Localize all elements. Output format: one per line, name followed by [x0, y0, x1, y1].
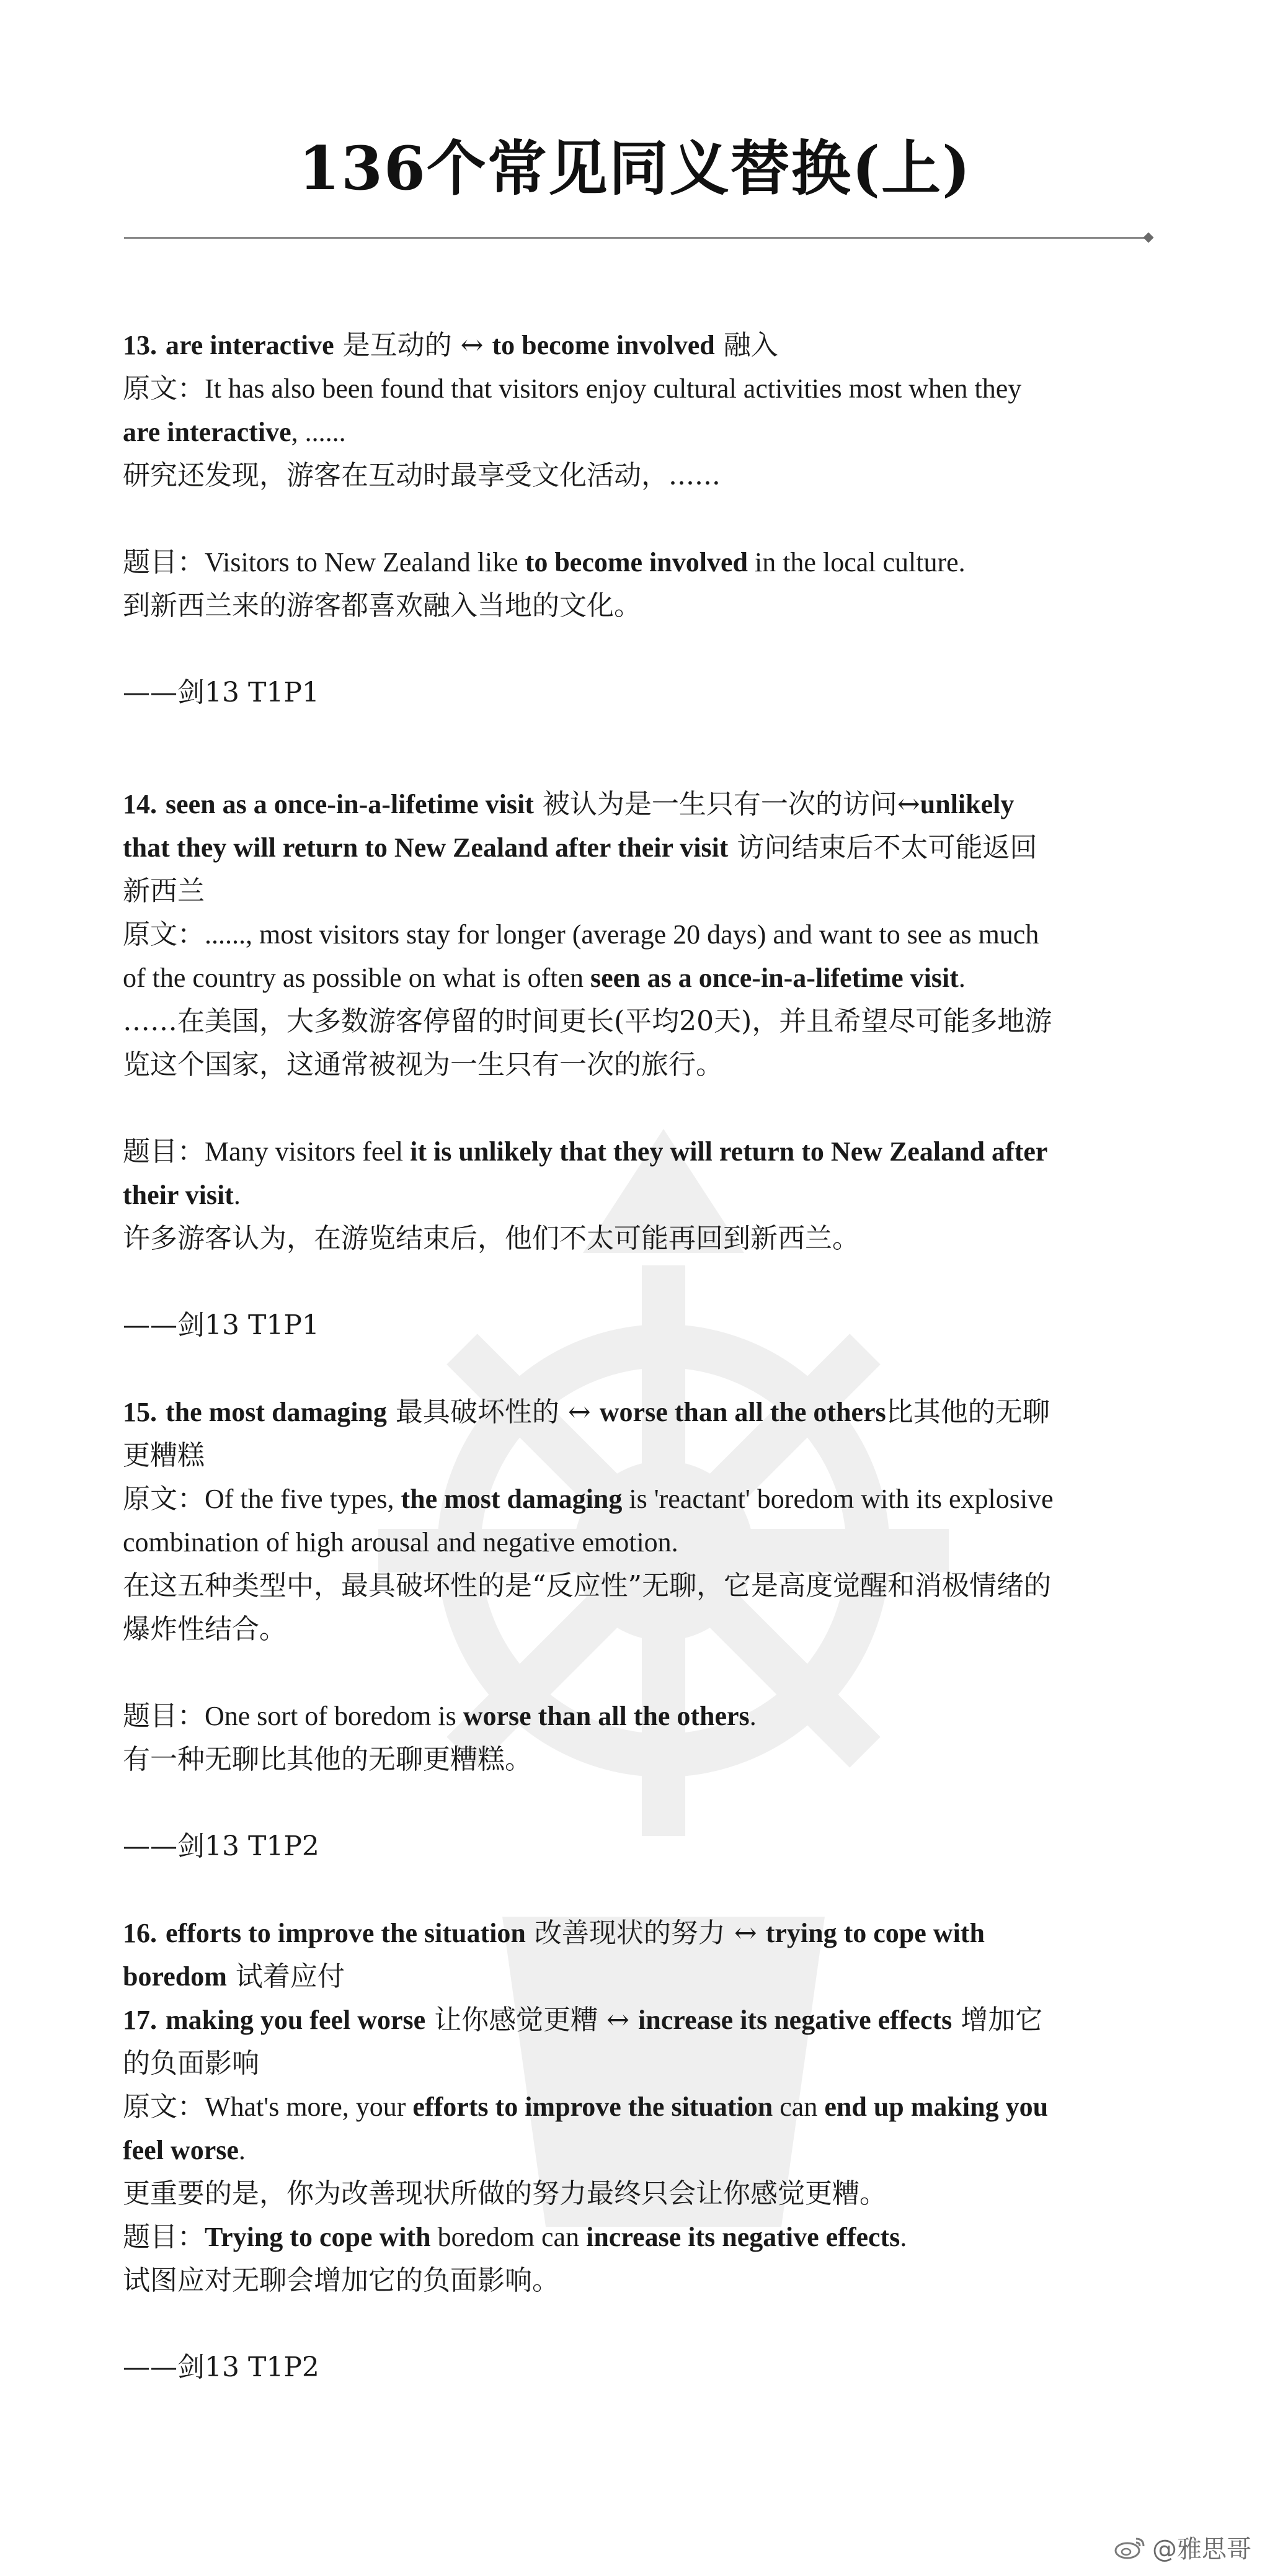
- entry-heading-cont: boredom 试着应付: [123, 1961, 345, 1992]
- entry-heading-cont: 新西兰: [123, 875, 205, 907]
- question-text: 题目：Visitors to New Zealand like to become involved in the local culture.: [123, 546, 966, 578]
- original-translation-cont: 览这个国家，这通常被视为一生只有一次的旅行。: [123, 1049, 723, 1081]
- weibo-brand: @雅思哥: [1152, 2535, 1251, 2564]
- entry-14: [123, 783, 1152, 1347]
- content: [123, 324, 1152, 2389]
- page-title: 136个常见同义替换(上): [298, 133, 972, 203]
- original-text: 原文：What's more, your efforts to improve the situation can end up making you: [123, 2091, 1049, 2123]
- question-translation: 有一种无聊比其他的无聊更糟糕。: [123, 1744, 532, 1775]
- original-translation: 在这五种类型中，最具破坏性的是“反应性”无聊，它是高度觉醒和消极情绪的: [123, 1570, 1051, 1602]
- title-divider: [124, 237, 1146, 239]
- source-label: ——剑13 T1P1: [123, 677, 319, 708]
- original-text-cont: are interactive, ......: [123, 417, 346, 447]
- question-text: 题目：Trying to cope with boredom can increase its negative effects.: [123, 2221, 907, 2253]
- question-translation: 试图应对无聊会增加它的负面影响。: [123, 2265, 559, 2296]
- entry-heading-cont: 的负面影响: [123, 2048, 259, 2079]
- original-translation: 研究还发现，游客在互动时最享受文化活动，......: [123, 460, 721, 491]
- entry-heading: 16. efforts to improve the situation 改善现状的努力 ↔ trying to cope with: [123, 1917, 985, 1949]
- entry-heading-cont: 更糟糕: [123, 1440, 205, 1471]
- original-translation: 更重要的是，你为改善现状所做的努力最终只会让你感觉更糟。: [123, 2178, 887, 2209]
- entry-13: [123, 324, 1152, 715]
- source-label: ——剑13 T1P2: [123, 2351, 319, 2383]
- source-label: ——剑13 T1P2: [123, 1830, 319, 1862]
- question-translation: 到新西兰来的游客都喜欢融入当地的文化。: [123, 590, 641, 622]
- entry-heading: 14. seen as a once-in-a-lifetime visit 被认为是一生只有一次的访问↔unlikely: [123, 788, 1015, 820]
- entry-heading: 13. are interactive 是互动的 ↔ to become involved 融入: [123, 329, 778, 361]
- original-text: 原文：......, most visitors stay for longer (average 20 days) and want to see as much: [123, 919, 1039, 950]
- question-text: 题目：One sort of boredom is worse than all the others.: [123, 1700, 757, 1732]
- original-translation: ……在美国，大多数游客停留的时间更长(平均20天)，并且希望尽可能多地游: [123, 1005, 1052, 1037]
- question-translation: 许多游客认为，在游览结束后，他们不太可能再回到新西兰。: [123, 1223, 859, 1254]
- original-text: 原文：Of the five types, the most damaging is 'reactant' boredom with its explosive: [123, 1483, 1054, 1515]
- original-translation-cont: 爆炸性结合。: [123, 1613, 286, 1645]
- entry-heading-cont: that they will return to New Zealand after their visit 访问结束后不太可能返回: [123, 832, 1037, 863]
- source-label: ——剑13 T1P1: [123, 1309, 319, 1341]
- entry-heading: 17. making you feel worse 让你感觉更糟 ↔ increase its negative effects 增加它: [123, 2004, 1043, 2036]
- weibo-icon: [1114, 2535, 1146, 2560]
- original-text: 原文：It has also been found that visitors enjoy cultural activities most when they: [123, 373, 1022, 404]
- weibo-watermark: [1114, 2529, 1251, 2565]
- original-text-cont: feel worse.: [123, 2135, 246, 2165]
- original-text-cont: of the country as possible on what is often seen as a once-in-a-lifetime visit.: [123, 963, 966, 993]
- question-text-cont: their visit.: [123, 1180, 241, 1210]
- question-text: 题目：Many visitors feel it is unlikely that they will return to New Zealand after: [123, 1136, 1048, 1167]
- entry-16-17: [123, 1912, 1152, 2389]
- original-text-cont: combination of high arousal and negative emotion.: [123, 1527, 678, 1558]
- entry-15: [123, 1391, 1152, 1868]
- entry-heading: 15. the most damaging 最具破坏性的 ↔ worse than all the others比其他的无聊: [123, 1396, 1050, 1428]
